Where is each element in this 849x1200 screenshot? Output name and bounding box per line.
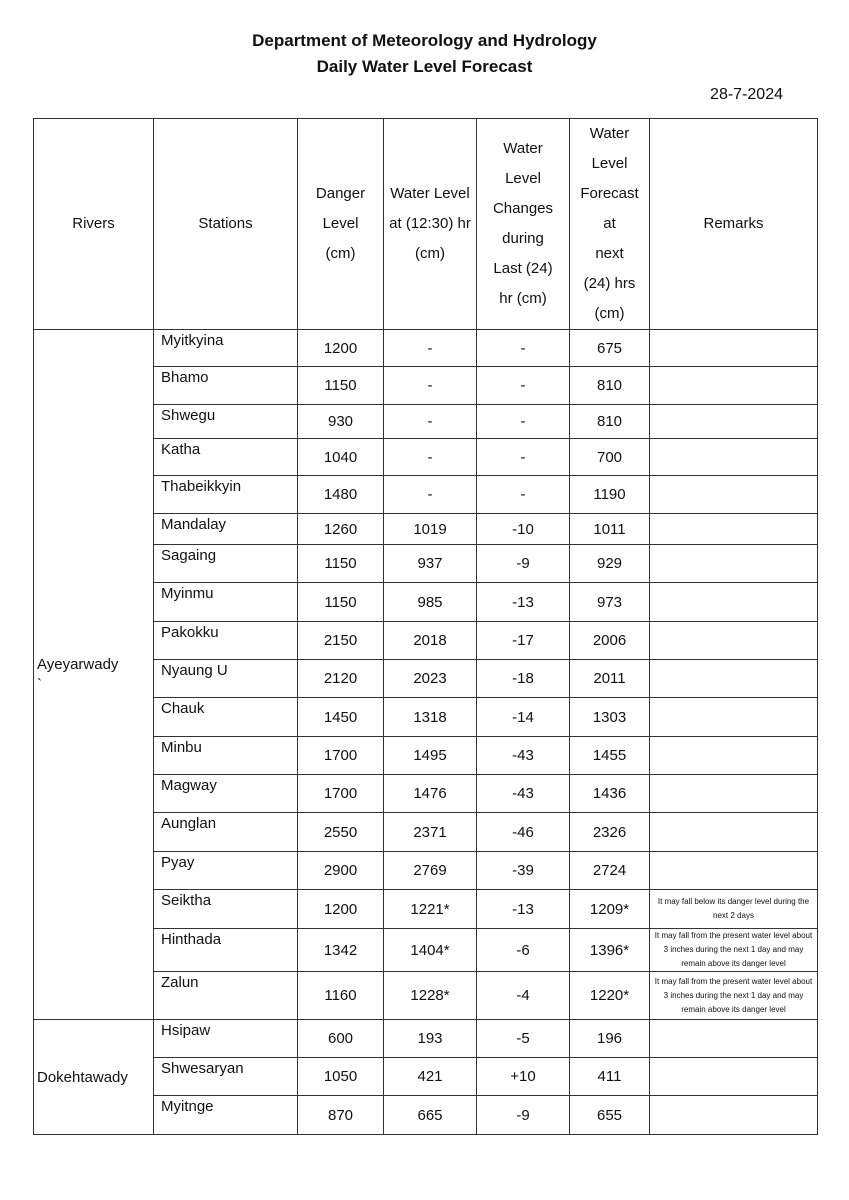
remarks-cell (650, 476, 818, 514)
level-change: -18 (477, 660, 570, 698)
water-level: - (384, 367, 477, 405)
water-level: - (384, 439, 477, 476)
forecast-level: 1436 (570, 775, 650, 813)
river-name: Dokehtawady (34, 1020, 154, 1135)
remarks-cell (650, 622, 818, 660)
forecast-level: 411 (570, 1058, 650, 1096)
station-name: Magway (154, 775, 298, 813)
remarks-cell (650, 583, 818, 622)
station-name: Thabeikkyin (154, 476, 298, 514)
forecast-level: 2724 (570, 852, 650, 890)
danger-level: 2120 (298, 660, 384, 698)
danger-level: 1150 (298, 583, 384, 622)
remarks-cell (650, 1096, 818, 1135)
water-level: 2018 (384, 622, 477, 660)
danger-level: 1050 (298, 1058, 384, 1096)
level-change: -46 (477, 813, 570, 852)
forecast-level: 1396* (570, 929, 650, 972)
col-header-danger-level: Danger Level (cm) (298, 119, 384, 330)
table-row (34, 1020, 818, 1058)
level-change: -4 (477, 972, 570, 1020)
danger-level: 1700 (298, 737, 384, 775)
water-level: 2023 (384, 660, 477, 698)
remarks-cell (650, 405, 818, 439)
forecast-level: 196 (570, 1020, 650, 1058)
water-level: 1476 (384, 775, 477, 813)
danger-level: 930 (298, 405, 384, 439)
forecast-level: 2326 (570, 813, 650, 852)
remarks-cell (650, 775, 818, 813)
table-header-row (34, 119, 818, 330)
station-name: Bhamo (154, 367, 298, 405)
report-date: 28-7-2024 (710, 86, 783, 103)
col-header-forecast: Water Level Forecast at next (24) hrs (cm) (570, 119, 650, 330)
water-level: 1228* (384, 972, 477, 1020)
remarks-cell: It may fall below its danger level during the next 2 days (650, 890, 818, 929)
forecast-level: 1011 (570, 514, 650, 545)
station-name: Hinthada (154, 929, 298, 972)
station-name: Pyay (154, 852, 298, 890)
forecast-level: 1220* (570, 972, 650, 1020)
danger-level: 1200 (298, 330, 384, 367)
col-header-rivers: Rivers (34, 119, 154, 330)
level-change: -13 (477, 583, 570, 622)
danger-level: 1480 (298, 476, 384, 514)
forecast-level: 655 (570, 1096, 650, 1135)
col-header-level-changes: Water Level Changes during Last (24) hr (cm) (477, 119, 570, 330)
water-level: 665 (384, 1096, 477, 1135)
station-name: Chauk (154, 698, 298, 737)
station-name: Zalun (154, 972, 298, 1020)
forecast-level: 929 (570, 545, 650, 583)
danger-level: 1150 (298, 367, 384, 405)
station-name: Myinmu (154, 583, 298, 622)
forecast-level: 1455 (570, 737, 650, 775)
level-change: -9 (477, 545, 570, 583)
level-change: -14 (477, 698, 570, 737)
water-level-table (33, 118, 818, 1135)
forecast-level: 2006 (570, 622, 650, 660)
station-name: Sagaing (154, 545, 298, 583)
danger-level: 1160 (298, 972, 384, 1020)
level-change: -10 (477, 514, 570, 545)
water-level: 1019 (384, 514, 477, 545)
water-level: 2371 (384, 813, 477, 852)
forecast-level: 810 (570, 367, 650, 405)
station-name: Minbu (154, 737, 298, 775)
danger-level: 1450 (298, 698, 384, 737)
water-level: 1404* (384, 929, 477, 972)
danger-level: 870 (298, 1096, 384, 1135)
level-change: -43 (477, 737, 570, 775)
forecast-level: 700 (570, 439, 650, 476)
table-body (34, 330, 818, 1135)
level-change: - (477, 405, 570, 439)
remarks-cell (650, 439, 818, 476)
forecast-level: 810 (570, 405, 650, 439)
danger-level: 2150 (298, 622, 384, 660)
danger-level: 1150 (298, 545, 384, 583)
level-change: -43 (477, 775, 570, 813)
danger-level: 2900 (298, 852, 384, 890)
station-name: Mandalay (154, 514, 298, 545)
station-name: Aunglan (154, 813, 298, 852)
water-level: 1318 (384, 698, 477, 737)
remarks-cell (650, 852, 818, 890)
remarks-cell (650, 698, 818, 737)
forecast-level: 1209* (570, 890, 650, 929)
station-name: Shwegu (154, 405, 298, 439)
station-name: Nyaung U (154, 660, 298, 698)
danger-level: 1700 (298, 775, 384, 813)
station-name: Shwesaryan (154, 1058, 298, 1096)
danger-level: 1260 (298, 514, 384, 545)
danger-level: 1342 (298, 929, 384, 972)
water-level: - (384, 330, 477, 367)
remarks-cell: It may fall from the present water level about 3 inches during the next 1 day and may remain above its danger level (650, 929, 818, 972)
remarks-cell (650, 1020, 818, 1058)
remarks-cell (650, 330, 818, 367)
remarks-cell (650, 514, 818, 545)
water-level: 937 (384, 545, 477, 583)
remarks-cell: It may fall from the present water level about 3 inches during the next 1 day and may remain above its danger level (650, 972, 818, 1020)
level-change: -13 (477, 890, 570, 929)
level-change: -9 (477, 1096, 570, 1135)
col-header-water-level: Water Level at (12:30) hr (cm) (384, 119, 477, 330)
station-name: Myitnge (154, 1096, 298, 1135)
report-subtitle: Daily Water Level Forecast (316, 57, 533, 76)
station-name: Hsipaw (154, 1020, 298, 1058)
level-change: -17 (477, 622, 570, 660)
water-level: 193 (384, 1020, 477, 1058)
level-change: -39 (477, 852, 570, 890)
danger-level: 1040 (298, 439, 384, 476)
water-level: 1221* (384, 890, 477, 929)
danger-level: 1200 (298, 890, 384, 929)
remarks-cell (650, 660, 818, 698)
remarks-cell (650, 737, 818, 775)
water-level: 2769 (384, 852, 477, 890)
level-change: -5 (477, 1020, 570, 1058)
station-name: Katha (154, 439, 298, 476)
water-level: - (384, 476, 477, 514)
river-name: Ayeyarwady ` (34, 330, 154, 1020)
forecast-level: 675 (570, 330, 650, 367)
forecast-level: 973 (570, 583, 650, 622)
report-title: Department of Meteorology and Hydrology (252, 31, 597, 50)
water-level: 1495 (384, 737, 477, 775)
level-change: - (477, 439, 570, 476)
remarks-cell (650, 813, 818, 852)
remarks-cell (650, 545, 818, 583)
col-header-stations: Stations (154, 119, 298, 330)
danger-level: 2550 (298, 813, 384, 852)
station-name: Seiktha (154, 890, 298, 929)
remarks-cell (650, 1058, 818, 1096)
col-header-remarks: Remarks (650, 119, 818, 330)
level-change: +10 (477, 1058, 570, 1096)
water-level: - (384, 405, 477, 439)
level-change: -6 (477, 929, 570, 972)
remarks-cell (650, 367, 818, 405)
water-level: 421 (384, 1058, 477, 1096)
level-change: - (477, 330, 570, 367)
level-change: - (477, 367, 570, 405)
station-name: Pakokku (154, 622, 298, 660)
table-row (34, 330, 818, 367)
level-change: - (477, 476, 570, 514)
danger-level: 600 (298, 1020, 384, 1058)
forecast-level: 1190 (570, 476, 650, 514)
forecast-level: 2011 (570, 660, 650, 698)
station-name: Myitkyina (154, 330, 298, 367)
water-level: 985 (384, 583, 477, 622)
forecast-level: 1303 (570, 698, 650, 737)
